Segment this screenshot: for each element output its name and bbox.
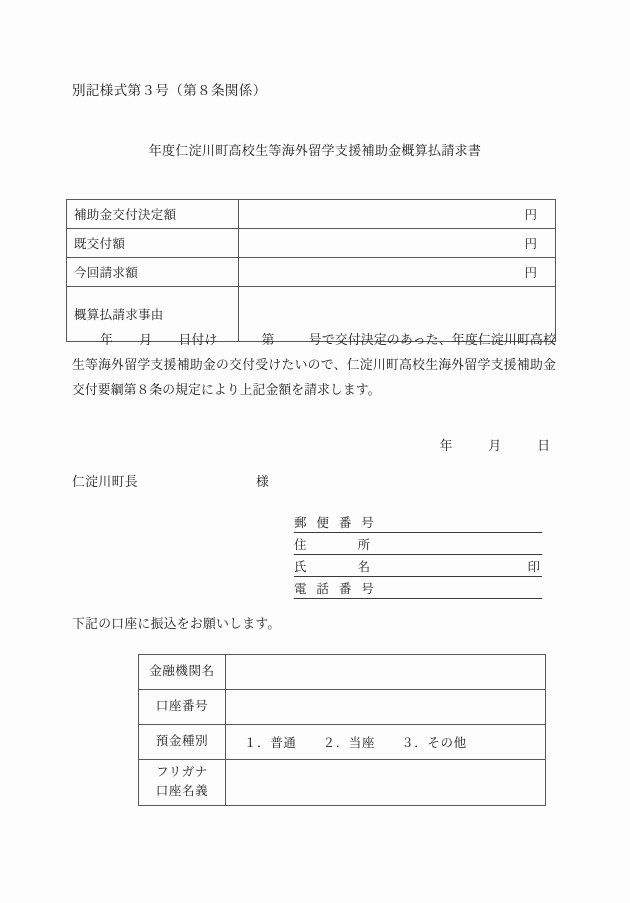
- deposit-type-label: 預金種別: [139, 725, 226, 760]
- account-holder-label: [139, 760, 226, 806]
- bank-account-table: [138, 654, 546, 806]
- seal-marker: 印: [527, 560, 540, 574]
- table-row: [139, 760, 546, 806]
- form-number: 別記様式第３号（第８条関係）: [72, 83, 267, 98]
- address-seal: [540, 553, 542, 554]
- table-row: [139, 690, 546, 725]
- table-row: [139, 655, 546, 690]
- transfer-note: 下記の口座に振込をお願いします。: [72, 617, 281, 631]
- deposit-type-options[interactable]: １．普通 ２．当座 ３．その他: [226, 725, 546, 760]
- account-number-input[interactable]: [226, 690, 546, 725]
- postal-code-field[interactable]: [294, 513, 542, 533]
- body-year-label: 年: [100, 333, 114, 347]
- body-month-label: 月: [139, 333, 153, 347]
- amount-row-label: 概算払請求事由: [67, 287, 239, 342]
- account-name-label: 口座名義: [155, 784, 209, 799]
- phone-seal: [540, 597, 542, 598]
- table-row: [139, 725, 546, 760]
- furigana-label: フリガナ: [156, 765, 208, 779]
- body-line1-tail: 号で交付決定のあった、年度仁淀川町高校生等海: [72, 333, 556, 372]
- table-row: [67, 229, 556, 258]
- phone-label: 電 話 番 号: [294, 582, 378, 596]
- addressee-honorific: 様: [255, 475, 270, 489]
- table-row: [67, 200, 556, 229]
- body-number-prefix: 第: [261, 333, 275, 347]
- phone-field[interactable]: [294, 579, 542, 599]
- body-paragraph: [72, 328, 556, 403]
- body-line2: 外留学支援補助金の交付受けたいので、仁淀川町高校生海外留学支援補助金交付要綱第: [72, 357, 556, 397]
- account-holder-input[interactable]: [226, 760, 546, 806]
- date-line: [0, 435, 550, 454]
- table-row: [67, 258, 556, 287]
- amount-row-unit[interactable]: 円: [239, 200, 556, 229]
- postal-code-seal: [540, 531, 542, 532]
- address-field[interactable]: [294, 535, 542, 555]
- bank-name-input[interactable]: [226, 655, 546, 690]
- name-field[interactable]: [294, 557, 542, 577]
- bank-name-label: 金融機関名: [139, 655, 226, 690]
- date-day-label: 日: [537, 439, 550, 453]
- address-label: 住 所: [294, 538, 374, 552]
- name-label: 氏 名: [294, 560, 374, 574]
- page-title: 年度仁淀川町高校生等海外留学支援補助金概算払請求書: [148, 143, 482, 158]
- amount-row-unit[interactable]: 円: [239, 229, 556, 258]
- body-day-label: 日付け: [178, 333, 218, 347]
- amount-row-label: 既交付額: [67, 229, 239, 258]
- account-number-label: 口座番号: [139, 690, 226, 725]
- addressee-name: 仁淀川町長: [72, 475, 138, 489]
- amount-row-label: 今回請求額: [67, 258, 239, 287]
- applicant-block: [294, 513, 542, 601]
- date-month-label: 月: [488, 439, 502, 453]
- amount-row-label: 補助金交付決定額: [67, 200, 239, 229]
- addressee: [72, 471, 269, 490]
- body-line3: ８条の規定により上記金額を請求します。: [136, 382, 381, 397]
- postal-code-label: 郵 便 番 号: [294, 516, 378, 530]
- amount-row-unit[interactable]: 円: [239, 258, 556, 287]
- date-year-label: 年: [439, 439, 453, 453]
- amount-table: [66, 199, 556, 342]
